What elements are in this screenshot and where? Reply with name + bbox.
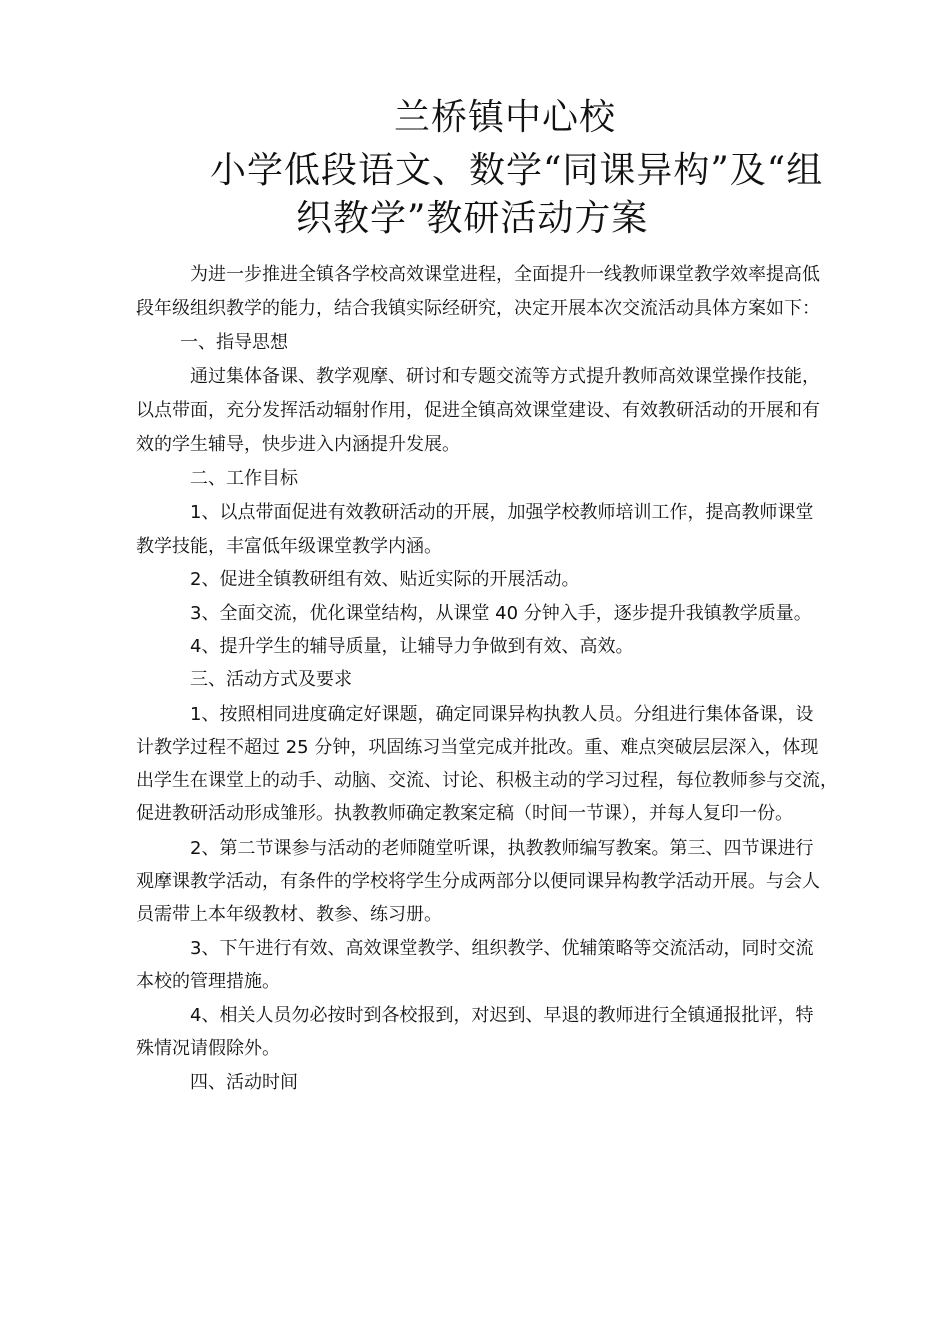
section-heading: 二、工作目标 (190, 468, 298, 489)
list-item: 2、第二节课参与活动的老师随堂听课，执教教师编写教案。第三、四节课进行 (190, 838, 814, 859)
title-line-school: 兰桥镇中心校 (394, 97, 617, 138)
list-item-continuation: 出学生在课堂上的动手、动脑、交流、讨论、积极主动的学习过程，每位教师参与交流， (136, 770, 838, 791)
list-item: 2、促进全镇教研组有效、贴近实际的开展活动。 (190, 569, 580, 590)
list-item-continuation: 促进教研活动形成雏形。执教教师确定教案定稿（时间一节课），并每人复印一份。 (136, 803, 793, 824)
intro-line: 为进一步推进全镇各学校高效课堂进程，全面提升一线教师课堂教学效率提高低 (190, 264, 820, 285)
list-item: 4、提升学生的辅导质量，让辅导力争做到有效、高效。 (190, 636, 634, 657)
list-item-continuation: 教学技能，丰富低年级课堂教学内涵。 (136, 536, 442, 557)
intro-line: 段年级组织教学的能力，结合我镇实际经研究，决定开展本次交流活动具体方案如下： (136, 298, 820, 319)
section-heading: 一、指导思想 (180, 332, 288, 353)
list-item: 3、全面交流，优化课堂结构，从课堂 40 分钟入手，逐步提升我镇教学质量。 (190, 603, 812, 624)
list-item-continuation: 观摩课教学活动，有条件的学校将学生分成两部分以便同课异构教学活动开展。与会人 (136, 871, 820, 892)
list-item-continuation: 员需带上本年级教材、教参、练习册。 (136, 904, 442, 925)
title-line-plan: 织教学”教研活动方案 (296, 198, 649, 239)
list-item-continuation: 本校的管理措施。 (136, 971, 280, 992)
section-heading: 三、活动方式及要求 (190, 669, 352, 690)
paragraph-line: 通过集体备课、教学观摩、研讨和专题交流等方式提升教师高效课堂操作技能， (190, 366, 820, 387)
title-line-activity: 小学低段语文、数学“同课异构”及“组 (210, 150, 824, 191)
list-item: 1、按照相同进度确定好课题，确定同课异构执教人员。分组进行集体备课，设 (190, 704, 814, 725)
paragraph-line: 以点带面，充分发挥活动辐射作用，促进全镇高效课堂建设、有效教研活动的开展和有 (136, 400, 820, 421)
list-item: 4、相关人员勿必按时到各校报到，对迟到、早退的教师进行全镇通报批评，特 (190, 1005, 814, 1026)
list-item-continuation: 计教学过程不超过 25 分钟，巩固练习当堂完成并批改。重、难点突破层层深入，体现 (136, 737, 819, 758)
list-item: 3、下午进行有效、高效课堂教学、组织教学、优辅策略等交流活动，同时交流 (190, 938, 814, 959)
list-item: 1、以点带面促进有效教研活动的开展，加强学校教师培训工作，提高教师课堂 (190, 502, 814, 523)
list-item-continuation: 殊情况请假除外。 (136, 1038, 280, 1059)
section-heading: 四、活动时间 (190, 1072, 298, 1093)
paragraph-line: 效的学生辅导，快步进入内涵提升发展。 (136, 434, 460, 455)
